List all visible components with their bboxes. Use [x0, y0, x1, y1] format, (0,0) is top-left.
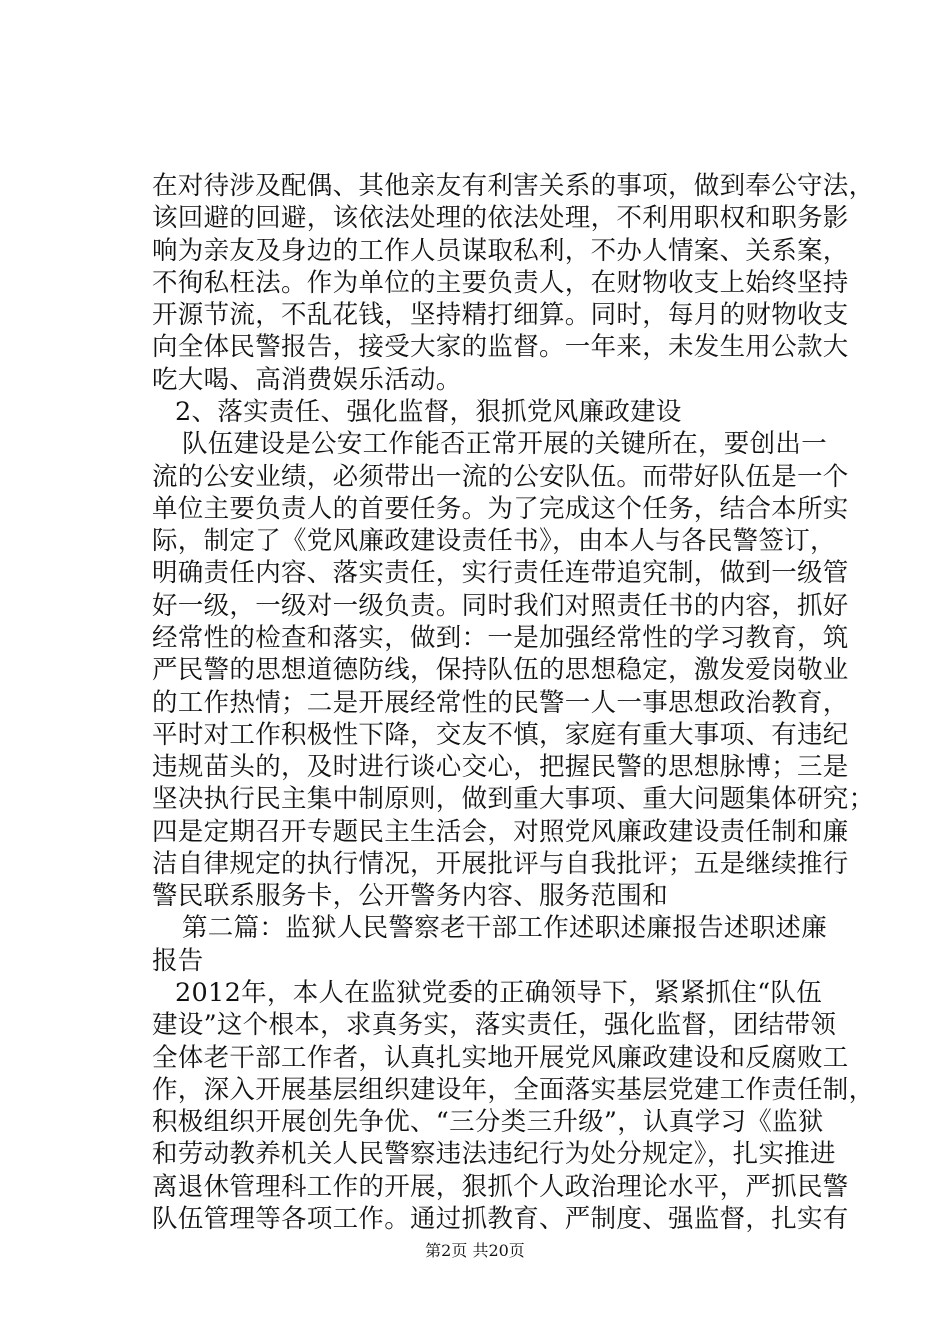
paragraph-line: 违规苗头的，及时进行谈心交心，把握民警的思想脉博；三是 — [152, 752, 849, 783]
paragraph-line: 的工作热情；二是开展经常性的民警一人一事思想政治教育， — [152, 687, 849, 718]
paragraph-line: 吃大喝、高消费娱乐活动。 — [152, 364, 462, 395]
paragraph-line: 洁自律规定的执行情况，开展批评与自我批评；五是继续推行 — [152, 848, 849, 879]
paragraph-line: 该回避的回避，该依法处理的依法处理，不利用职权和职务影 — [152, 203, 849, 234]
paragraph-line-overflow-a: 离退休管理科工作的开展，狠抓个人政治理论水平，严抓民警 — [152, 1171, 849, 1202]
paragraph-line: 响为亲友及身边的工作人员谋取私利，不办人情案、关系案， — [152, 235, 849, 266]
section-title-continued: 报告 — [152, 945, 204, 976]
paragraph-line: 建设”这个根本，求真务实，落实责任，强化监督，团结带领 — [152, 1010, 837, 1041]
paragraph-line: 开源节流，不乱花钱，坚持精打细算。同时，每月的财物收支 — [152, 300, 849, 331]
paragraph-line: 全体老干部工作者，认真扎实地开展党风廉政建设和反腐败工 — [152, 1042, 849, 1073]
paragraph-line: 单位主要负责人的首要任务。为了完成这个任务，结合本所实 — [152, 493, 849, 524]
paragraph-line: 流的公安业绩，必须带出一流的公安队伍。而带好队伍是一个 — [152, 461, 849, 492]
section-title: 第二篇：监狱人民警察老干部工作述职述廉报告述职述廉 — [182, 913, 828, 944]
paragraph-line: 际，制定了《党风廉政建设责任书》，由本人与各民警签订， — [152, 526, 836, 557]
paragraph-line: 好一级，一级对一级负责。同时我们对照责任书的内容，抓好 — [152, 590, 849, 621]
paragraph-line: 平时对工作积极性下降，交友不慎，家庭有重大事项、有违纪 — [152, 719, 849, 750]
paragraph-line: 向全体民警报告，接受大家的监督。一年来，未发生用公款大 — [152, 332, 849, 363]
paragraph-line: 坚决执行民主集中制原则，做到重大事项、重大问题集体研究； — [152, 784, 875, 815]
paragraph-line: 和劳动教养机关人民警察违法违纪行为处分规定》，扎实推进 — [152, 1139, 836, 1170]
page-footer: 第2页 共20页 — [425, 1241, 525, 1260]
paragraph-line: 四是定期召开专题民主生活会，对照党风廉政建设责任制和廉 — [152, 816, 849, 847]
paragraph-line: 经常性的检查和落实，做到：一是加强经常性的学习教育，筑 — [152, 622, 849, 653]
paragraph-line: 作，深入开展基层组织建设年，全面落实基层党建工作责任制， — [152, 1074, 875, 1105]
paragraph-line: 2012年，本人在监狱党委的正确领导下，紧紧抓住“队伍 — [175, 978, 823, 1009]
section-heading: 2、落实责任、强化监督，狠抓党风廉政建设 — [175, 396, 682, 427]
paragraph-line: 不徇私枉法。作为单位的主要负责人，在财物收支上始终坚持 — [152, 267, 849, 298]
paragraph-line: 警民联系服务卡，公开警务内容、服务范围和 — [152, 881, 669, 912]
paragraph-line: 明确责任内容、落实责任，实行责任连带追究制，做到一级管 — [152, 558, 849, 589]
paragraph-line: 在对待涉及配偶、其他亲友有利害关系的事项，做到奉公守法， — [152, 171, 875, 201]
paragraph-line: 队伍建设是公安工作能否正常开展的关键所在，要创出一 — [182, 429, 828, 460]
paragraph-line-overflow-b: 队伍管理等各项工作。通过抓教育、严制度、强监督，扎实有 — [152, 1204, 849, 1234]
paragraph-line: 积极组织开展创先争优、“三分类三升级”，认真学习《监狱 — [152, 1107, 824, 1138]
paragraph-line: 严民警的思想道德防线，保持队伍的思想稳定，激发爱岗敬业 — [152, 655, 849, 686]
